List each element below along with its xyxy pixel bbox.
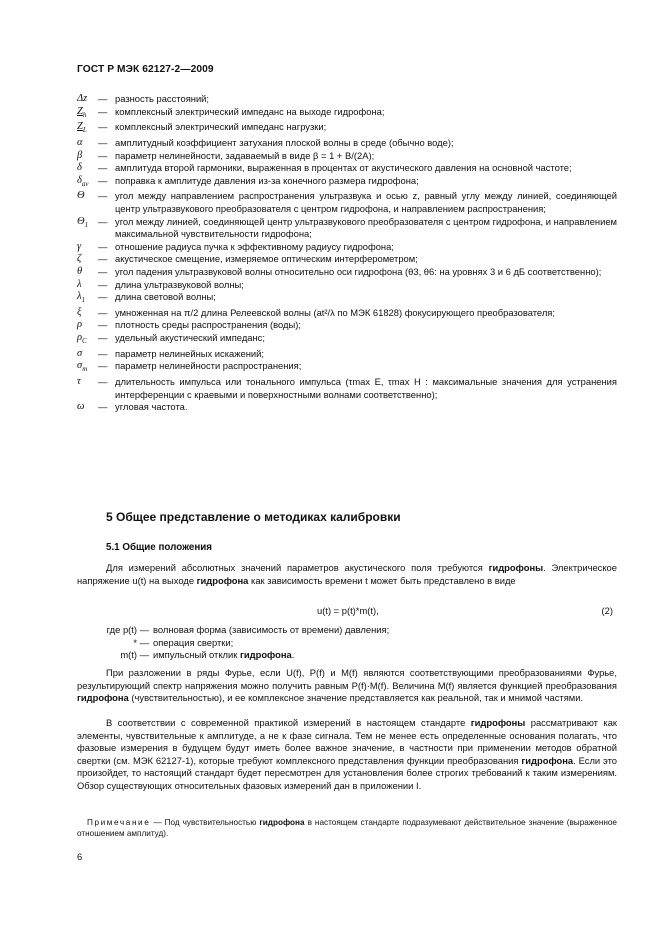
- symbol-definition: угловая частота.: [115, 401, 188, 413]
- symbol: α: [77, 136, 83, 148]
- dash: —: [98, 136, 108, 148]
- symbol-definition: угол между линией, соединяющей центр ультразвукового преобразователя с центром гидрофона, и направлением максимальной чувствительности гидрофона;: [115, 215, 617, 240]
- symbol-definition: длина ультразвуковой волны;: [115, 278, 244, 290]
- symbol: θ: [77, 266, 83, 277]
- symbol: σ: [77, 347, 83, 359]
- dash: —: [98, 360, 108, 372]
- symbol-definition: угол между направлением распространения ультразвука и осью z, равный углу между линией, соединяющей центр ультразвукового преобразователя с центром гидрофона, и направлением распространения;: [115, 190, 617, 215]
- symbol: β: [77, 149, 83, 161]
- symbol-definition: угол падения ультразвуковой волны относительно оси гидрофона (θ3, θ6: на уровнях 3 и 6 дБ соответственно);: [115, 266, 602, 277]
- document-header: ГОСТ Р МЭК 62127-2—2009: [77, 64, 214, 75]
- legend-row: [77, 649, 617, 662]
- legend-text: импульсный отклик гидрофона.: [153, 649, 295, 661]
- formula-expression: u(t) = p(t)*m(t),: [317, 605, 379, 616]
- dash: —: [98, 291, 108, 303]
- symbol: $\Theta_1$: [77, 215, 89, 229]
- dash: —: [98, 278, 108, 290]
- symbol-row: [77, 190, 617, 215]
- dash: —: [98, 162, 108, 174]
- section-title: 5 Общее представление о методиках калибровки: [106, 510, 401, 524]
- paragraph-phase: В соответствии с современной практикой измерений в настоящем стандарте гидрофоны рассматривают как элементы, чувствительные к амплитуде, а не к фазе сигнала. Тем не менее есть определенные основания полагать, что фазовые измерения в будущем будут иметь более важное значение, в частности при применении методов обратной свертки (см. МЭК 62127-1), которые требуют комплексного представления функции преобразования гидрофона. Если это произойдет, то настоящий стандарт будет пересмотрен для установления более строгих требований к таким измерениям. Обзор существующих относительных фазовых измерений дан в приложении I.: [77, 717, 618, 791]
- symbol: λ: [77, 278, 82, 290]
- note-label: Примечание: [87, 818, 151, 827]
- dash: —: [98, 240, 108, 252]
- symbol-row: [77, 121, 617, 137]
- symbol-row: [77, 279, 617, 292]
- symbol-definition: умноженная на π/2 длина Релеевской волны (at²/λ по МЭК 61828) фокусирующего преобразователя;: [115, 306, 555, 318]
- symbol: ρ: [77, 319, 83, 331]
- symbol-definition: параметр нелинейности, задаваемый в виде β = 1 + B/(2A);: [115, 149, 375, 161]
- symbol-row: [77, 137, 617, 150]
- dash: —: [98, 253, 108, 265]
- symbol-row: [77, 376, 617, 401]
- symbol-row: [77, 162, 617, 175]
- dash: —: [98, 121, 108, 133]
- symbol: ω: [77, 401, 85, 413]
- symbol-row: [77, 216, 617, 241]
- symbol-row: [77, 291, 617, 307]
- symbol-row: [77, 175, 617, 191]
- dash: —: [98, 174, 108, 186]
- symbol-row: [77, 307, 617, 320]
- paragraph-fourier: При разложении в ряды Фурье, если U(f), P(f) и M(f) являются соответствующими преобразованиями Фурье, результирующий спектр напряжения можно получить равным P(f)·M(f). Величина M(f) является функцией преобразования гидрофона (чувствительностью), и ее комплексное значение представляется как реальной, так и мнимой частями.: [77, 667, 617, 704]
- dash: —: [98, 93, 108, 104]
- legend-text: операция свертки;: [153, 636, 234, 648]
- dash: —: [98, 401, 108, 413]
- symbol-definition: амплитуда второй гармоники, выраженная в процентах от акустического давления на основной частоте;: [115, 162, 572, 174]
- symbol: $\lambda_1$: [77, 291, 86, 305]
- dash: —: [98, 347, 108, 359]
- symbol-definition: комплексный электрический импеданс нагрузки;: [115, 121, 327, 133]
- symbol-definition: отношение радиуса пучка к эффективному радиусу гидрофона;: [115, 240, 394, 252]
- symbol: γ: [77, 240, 82, 252]
- dash: —: [98, 376, 108, 388]
- symbol-row: [77, 332, 617, 348]
- symbol-definition: длина световой волны;: [115, 291, 216, 303]
- page-number: 6: [77, 851, 83, 862]
- symbol-row: [77, 348, 617, 361]
- symbol-row: [77, 93, 617, 106]
- dash: —: [98, 319, 108, 331]
- symbol-definition: комплексный электрический импеданс на выходе гидрофона;: [115, 105, 385, 117]
- symbol: Δz: [77, 93, 88, 104]
- symbol-definition: разность расстояний;: [115, 93, 210, 104]
- symbol-row: [77, 150, 617, 163]
- note: [77, 817, 617, 839]
- symbol-definition: удельный акустический импеданс;: [115, 332, 265, 344]
- dash: —: [98, 215, 108, 227]
- symbol-definition: акустическое смещение, измеряемое оптическим интерферометром;: [115, 253, 418, 265]
- formula-number: (2): [601, 605, 613, 616]
- symbol-definition: поправка к амплитуде давления из-за конечного размера гидрофона;: [115, 174, 419, 186]
- symbol-definition: плотность среды распространения (воды);: [115, 319, 301, 331]
- symbol-list: [77, 93, 617, 414]
- symbol: δ: [77, 162, 82, 174]
- legend-symbol: где p(t) —: [106, 624, 149, 635]
- formula-legend: [77, 624, 617, 662]
- symbol-row: [77, 319, 617, 332]
- symbol-row: [77, 106, 617, 122]
- dash: —: [98, 190, 108, 202]
- formula-2: [77, 605, 617, 618]
- symbol: Θ: [77, 190, 85, 202]
- legend-symbol: * —: [133, 636, 149, 648]
- symbol: ξ: [77, 306, 82, 318]
- symbol: $\delta_{av}$: [77, 174, 89, 188]
- legend-row: [77, 624, 617, 637]
- symbol: τ: [77, 376, 81, 388]
- legend-row: [77, 637, 617, 650]
- legend-symbol: m(t) —: [120, 649, 149, 661]
- symbol-row: [77, 266, 617, 279]
- subsection-title: 5.1 Общие положения: [106, 542, 213, 553]
- paragraph-hydrophones-intro: Для измерений абсолютных значений параметров акустического поля требуются гидрофоны. Электрическое напряжение u(t) на выходе гидрофона как зависимость времени t может быть представлено в виде: [77, 562, 617, 586]
- symbol-row: [77, 253, 617, 266]
- symbol: $\rho_C$: [77, 332, 87, 346]
- dash: —: [98, 306, 108, 318]
- symbol-row: [77, 241, 617, 254]
- symbol-definition: параметр нелинейных искажений;: [115, 347, 264, 359]
- symbol: ζ: [77, 253, 82, 265]
- symbol: $Z_h$: [77, 105, 87, 119]
- symbol: $\sigma_m$: [77, 360, 88, 374]
- note-text: — Под чувствительностью гидрофона в настоящем стандарте подразумевают действительное значение (выраженное отношением амплитуд).: [77, 818, 617, 838]
- symbol-row: [77, 360, 617, 376]
- legend-text: волновая форма (зависимость от времени) давления;: [153, 624, 390, 635]
- symbol-definition: параметр нелинейности распространения;: [115, 360, 302, 372]
- dash: —: [98, 266, 108, 277]
- dash: —: [98, 105, 108, 117]
- symbol: $Z_L$: [77, 121, 87, 135]
- dash: —: [98, 332, 108, 344]
- symbol-row: [77, 401, 617, 414]
- symbol-definition: амплитудный коэффициент затухания плоской волны в среде (обычно воде);: [115, 136, 454, 148]
- dash: —: [98, 149, 108, 161]
- symbol-definition: длительность импульса или тонального импульса (τmax E, τmax H : максимальные значения для устранения интерференции с краевыми и поверхностными волнами соответственно);: [115, 376, 617, 400]
